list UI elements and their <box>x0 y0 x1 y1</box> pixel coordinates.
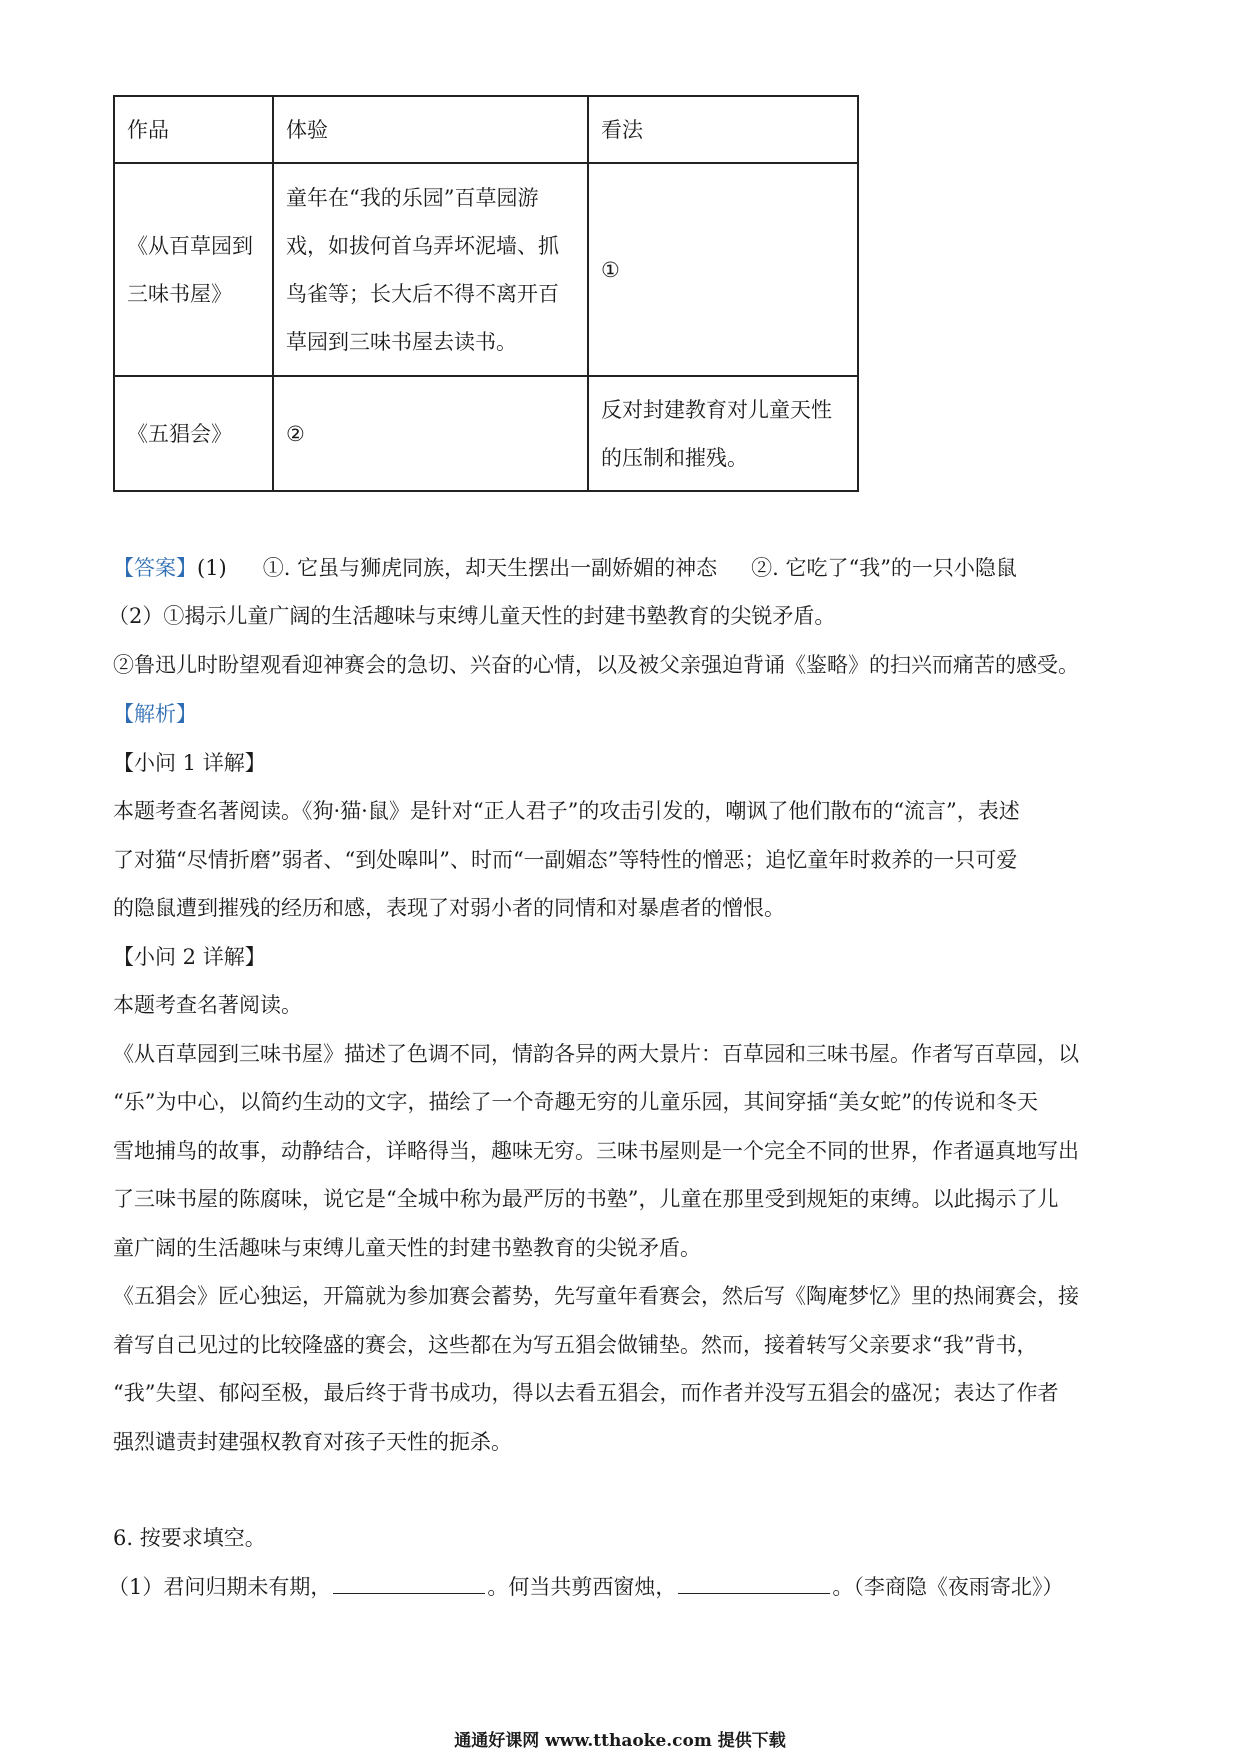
q2-paragraph-line: 《从百草园到三味书屋》描述了色调不同，情韵各异的两大景片：百草园和三味书屋。作者写百草园，以 <box>113 1042 1079 1066</box>
question-6-title: 6. 按要求填空。 <box>113 1526 266 1550</box>
experience-line: 鸟雀等；长大后不得不离开百 <box>286 281 559 306</box>
work-line: 三味书屋》 <box>127 281 232 306</box>
q2-paragraph-line: 强烈谴责封建强权教育对孩子天性的扼杀。 <box>113 1430 512 1454</box>
view-line: 反对封建教育对儿童天性 <box>601 397 832 422</box>
view-cell <box>588 376 858 491</box>
q2-paragraph-line: 雪地捕鸟的故事，动静结合，详略得当，趣味无穷。三味书屋则是一个完全不同的世界，作者逼真地写出 <box>113 1139 1079 1163</box>
header-experience: 体验 <box>273 96 588 163</box>
work-cell <box>114 376 273 491</box>
q1-paragraph-line: 本题考查名著阅读。《狗·猫·鼠》是针对“正人君子”的攻击引发的，嘲讽了他们散布的“流言”，表述 <box>113 799 1020 823</box>
experience-line: 童年在“我的乐园”百草园游 <box>286 185 539 210</box>
q2-paragraph-line: 童广阔的生活趣味与束缚儿童天性的封建书塾教育的尖锐矛盾。 <box>113 1236 701 1260</box>
q2-paragraph-line: 了三味书屋的陈腐味，说它是“全城中称为最严厉的书塾”，儿童在那里受到规矩的束缚。以此揭示了儿 <box>113 1187 1059 1211</box>
answer-blank[interactable] <box>678 1571 830 1594</box>
work-line: 《从百草园到 <box>127 233 253 258</box>
q2-paragraph-line: 本题考查名著阅读。 <box>113 993 302 1017</box>
q1-paragraph-line: 的隐鼠遭到摧残的经历和感，表现了对弱小者的同情和对暴虐者的憎恨。 <box>113 896 785 920</box>
table-row <box>114 163 858 376</box>
answer-blank[interactable] <box>333 1571 485 1594</box>
q6-text-c: 。（李商隐《夜雨寄北》） <box>832 1575 1064 1599</box>
q6-text-a: （1）君问归期未有期， <box>108 1575 332 1599</box>
table-header-row <box>114 96 858 163</box>
q2-paragraph-line: “我”失望、郁闷至极，最后终于背书成功，得以去看五猖会，而作者并没写五猖会的盛况；表达了作者 <box>113 1381 1059 1405</box>
experience-line: 戏，如拔何首乌弄坏泥墙、抓 <box>286 233 559 258</box>
q2-paragraph-line: “乐”为中心，以简约生动的文字，描绘了一个奇趣无穷的儿童乐园，其间穿插“美女蛇”的传说和冬天 <box>113 1090 1038 1114</box>
view-cell <box>588 163 858 376</box>
q2-paragraph-line: 着写自己见过的比较隆盛的赛会，这些都在为写五猖会做铺垫。然而，接着转写父亲要求“我”背书， <box>113 1333 1038 1357</box>
q1-paragraph-line: 了对猫“尽情折磨”弱者、“到处嗥叫”、时而“一副媚态”等特性的憎恶；追忆童年时救养的一只可爱 <box>113 848 1018 872</box>
q6-text-b: 。何当共剪西窗烛， <box>487 1575 677 1599</box>
works-table <box>113 95 859 492</box>
q2-title: 【小问 2 详解】 <box>113 945 266 969</box>
q1-title: 【小问 1 详解】 <box>113 751 266 775</box>
answer-part1-b: ②. 它吃了“我”的一只小隐鼠 <box>751 556 1017 580</box>
experience-cell <box>273 163 588 376</box>
view-line: 的压制和摧残。 <box>601 445 748 470</box>
analysis-tag: 【解析】 <box>113 702 197 726</box>
question-6-part1 <box>108 1563 1128 1611</box>
answer-tag: 【答案】 <box>113 556 197 580</box>
answer-part1-a: ①. 它虽与狮虎同族，却天生摆出一副娇媚的神态 <box>262 556 718 580</box>
q2-paragraph-line: 《五猖会》匠心独运，开篇就为参加赛会蓄势，先写童年看赛会，然后写《陶庵梦忆》里的热闹赛会，接 <box>113 1284 1079 1308</box>
header-work: 作品 <box>114 96 273 163</box>
table-row <box>114 376 858 491</box>
experience-line: ② <box>286 421 305 446</box>
answer-part1-number: (1) <box>197 556 227 580</box>
experience-line: 草园到三味书屋去读书。 <box>286 329 517 354</box>
footer-source: 通通好课网 www.tthaoke.com 提供下载 <box>454 1731 786 1751</box>
experience-cell <box>273 376 588 491</box>
answer-line-1 <box>113 544 1133 592</box>
work-cell <box>114 163 273 376</box>
answer-line-3: ②鲁迅儿时盼望观看迎神赛会的急切、兴奋的心情，以及被父亲强迫背诵《鉴略》的扫兴而痛苦的感受。 <box>113 653 1079 677</box>
view-line: ① <box>601 257 620 282</box>
header-view: 看法 <box>588 96 858 163</box>
answer-line-2: （2）①揭示儿童广阔的生活趣味与束缚儿童天性的封建书塾教育的尖锐矛盾。 <box>108 604 836 628</box>
work-line: 《五猖会》 <box>127 421 232 446</box>
